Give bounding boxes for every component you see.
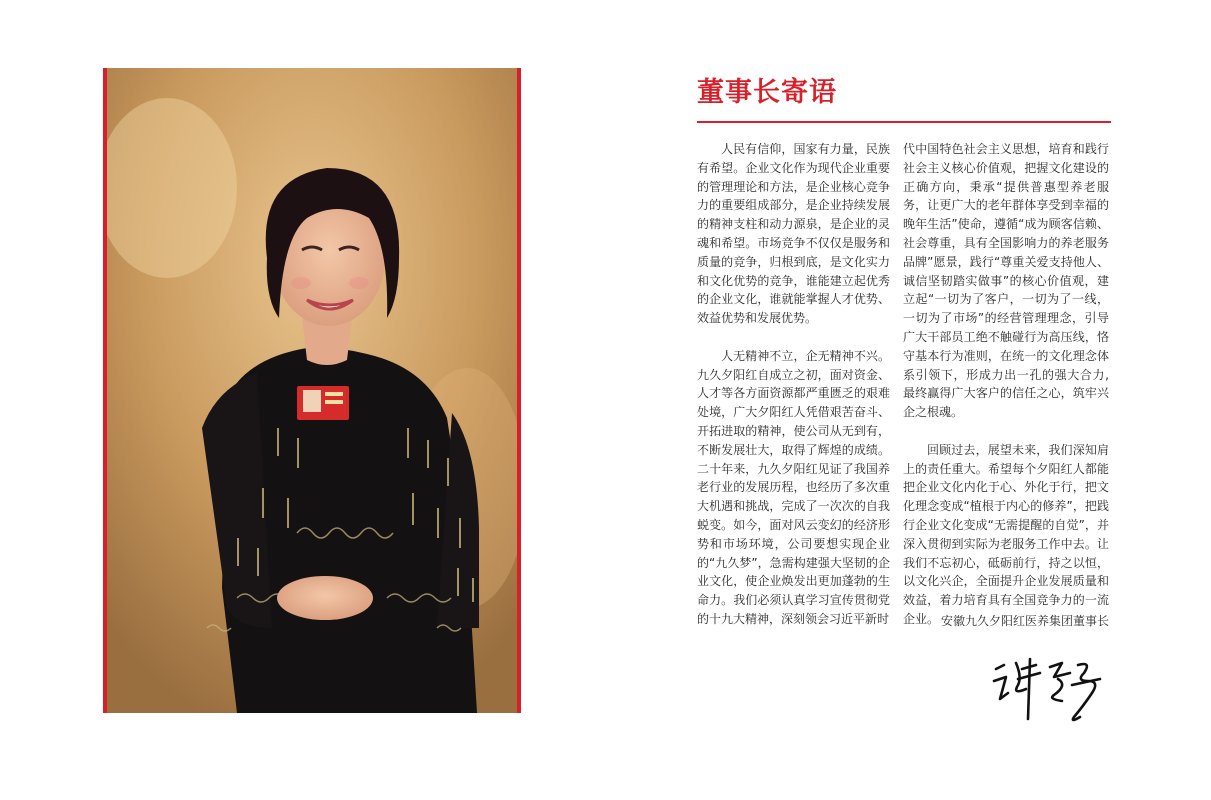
title-divider [697,121,1111,123]
page-title: 董事长寄语 [697,77,837,108]
letter-paragraph: 人民有信仰，国家有力量，民族有希望。企业文化作为现代企业重要的管理理论和方法，是企业核心竞争力的重要组成部分，是企业持续发展的精神支柱和动力源泉，是企业的灵魂和希望。市场竞争不仅仅是服务和质量的竞争，归根到底，是文化实力和文化优势的竞争，谁能建立起优秀的企业文化，谁就能掌握人才优势、效益优势和发展优势。 [697,142,890,326]
letter-paragraph: 人无精神不立，企无精神不兴。九久夕阳红自成立之初，面对资金、人才等各方面资源都严重匮乏的艰难处境，广大夕阳红人凭借艰苦奋斗、开拓进取的精神，使公司从无到有，不断发展壮大，取得了辉煌的成绩。二十年来，九久夕阳红见证了我国养老行业的发展历程，也经历了多次重大机遇和挑战，完成了一次次的自我蜕变。如今，面对风云变幻的经济形势和市场环境，公司要想实现企业的“九久梦”，急需构建强大坚韧的企业文化，使企业焕发出更加蓬勃的生命力。我们必须认真学习宣传贯彻党的十九大精神，深刻领会习近平新时 [697,348,890,626]
letter-column-right [903,140,1109,629]
letter-column-left [697,140,890,629]
letter-paragraph: 回顾过去，展望未来，我们深知肩上的责任重大。希望每个夕阳红人都能把企业文化内化于心、外化于行，把文化理念变成“植根于内心的修养”，把践行企业文化变成“无需提醒的自觉”，并深入贯彻到实际为老服务工作中去。让我们不忘初心，砥砺前行，持之以恒，以文化兴企，全面提升企业发展质量和效益，着力培育具有全国竞争力的一流企业。 [903,442,1109,626]
signature-graphic [988,655,1110,727]
chairman-portrait-photo [103,68,521,713]
signature-title: 安徽九久夕阳红医养集团董事长 [940,614,1109,628]
handwritten-signature [988,655,1110,727]
portrait-illustration [107,68,517,713]
letter-paragraph: 代中国特色社会主义思想，培育和践行社会主义核心价值观，把握文化建设的正确方向，秉承“提供普惠型养老服务，让更广大的老年群体享受到幸福的晚年生活”使命，遵循“成为顾客信赖、社会尊重，具有全国影响力的养老服务品牌”愿景，践行“尊重关爱支持他人、诚信坚韧踏实做事”的核心价值观，建立起“一切为了客户，一切为了一线，一切为了市场”的经营管理理念，引导广大干部员工绝不触碰行为高压线，恪守基本行为准则，在统一的文化理念体系引领下，形成力出一孔的强大合力,最终赢得广大客户的信任之心，筑牢兴企之根魂。 [903,142,1109,420]
